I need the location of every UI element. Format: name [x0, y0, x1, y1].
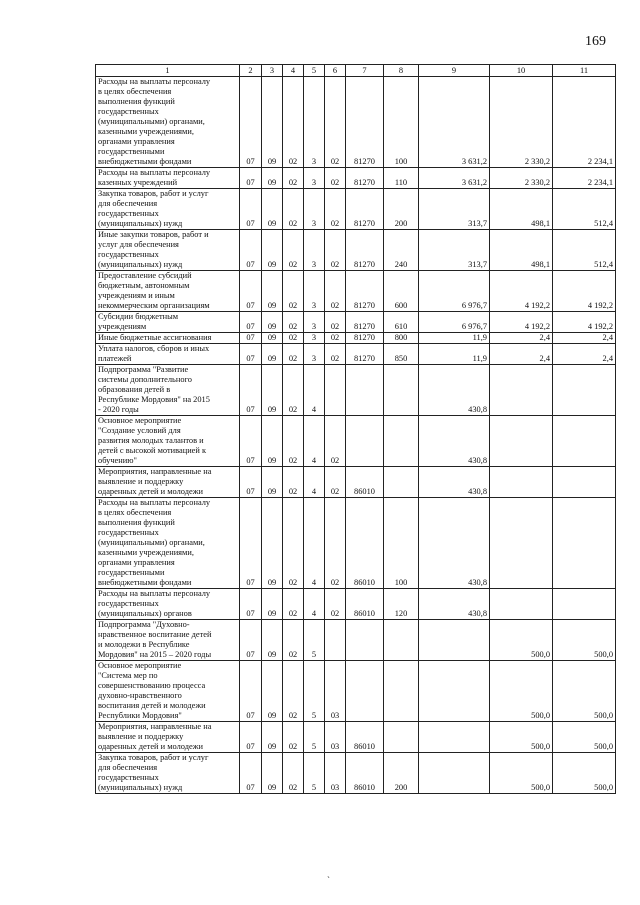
amount-cell: 500,0 [490, 661, 553, 722]
section-code-cell: 07 [240, 498, 262, 589]
direction-code-cell: 81270 [346, 230, 384, 271]
amount-cell: 6 976,7 [419, 312, 490, 333]
subsection-code-cell: 09 [262, 344, 283, 365]
section-code-cell: 07 [240, 77, 262, 168]
expense-type-cell: 800 [384, 333, 419, 344]
amount-cell: 4 192,2 [490, 271, 553, 312]
section-code-cell: 07 [240, 168, 262, 189]
expense-type-cell [384, 467, 419, 498]
amount-cell: 2 234,1 [553, 77, 616, 168]
amount-cell: 2,4 [553, 344, 616, 365]
amount-cell: 11,9 [419, 344, 490, 365]
amount-cell [490, 467, 553, 498]
expense-type-cell: 600 [384, 271, 419, 312]
row-name-cell: Предоставление субсидий бюджетным, автономным учреждениям и иным некоммерческим организациям [96, 271, 240, 312]
section-code-cell: 07 [240, 230, 262, 271]
direction-code-cell: 81270 [346, 333, 384, 344]
program-code-cell: 02 [283, 620, 304, 661]
column-header: 1 [96, 65, 240, 77]
subprogram-code-cell: 3 [304, 189, 325, 230]
amount-cell: 500,0 [490, 753, 553, 794]
subprogram-code-cell: 4 [304, 498, 325, 589]
expense-type-cell [384, 722, 419, 753]
expense-type-cell: 200 [384, 189, 419, 230]
program-code-cell: 02 [283, 271, 304, 312]
subsection-code-cell: 09 [262, 271, 283, 312]
measure-code-cell: 02 [325, 416, 346, 467]
column-header: 10 [490, 65, 553, 77]
table-row [96, 365, 616, 416]
column-header: 5 [304, 65, 325, 77]
subprogram-code-cell: 5 [304, 620, 325, 661]
measure-code-cell: 02 [325, 344, 346, 365]
expense-type-cell: 100 [384, 77, 419, 168]
amount-cell: 4 192,2 [553, 271, 616, 312]
direction-code-cell: 81270 [346, 271, 384, 312]
measure-code-cell: 02 [325, 467, 346, 498]
program-code-cell: 02 [283, 77, 304, 168]
amount-cell: 4 192,2 [490, 312, 553, 333]
amount-cell: 500,0 [553, 753, 616, 794]
amount-cell [490, 416, 553, 467]
subsection-code-cell: 09 [262, 661, 283, 722]
table-row [96, 344, 616, 365]
amount-cell: 3 631,2 [419, 77, 490, 168]
measure-code-cell: 02 [325, 498, 346, 589]
table-header-row [96, 65, 616, 77]
row-name-cell: Мероприятия, направленные на выявление и поддержку одаренных детей и молодежи [96, 467, 240, 498]
amount-cell: 500,0 [490, 722, 553, 753]
amount-cell [553, 589, 616, 620]
section-code-cell: 07 [240, 333, 262, 344]
program-code-cell: 02 [283, 312, 304, 333]
amount-cell: 2 330,2 [490, 77, 553, 168]
expense-type-cell: 610 [384, 312, 419, 333]
amount-cell [490, 498, 553, 589]
row-name-cell: Расходы на выплаты персоналу казенных учреждений [96, 168, 240, 189]
amount-cell [553, 498, 616, 589]
table-row [96, 230, 616, 271]
table-row [96, 620, 616, 661]
row-name-cell: Иные закупки товаров, работ и услуг для обеспечения государственных (муниципальных) нужд [96, 230, 240, 271]
program-code-cell: 02 [283, 189, 304, 230]
amount-cell [490, 365, 553, 416]
subsection-code-cell: 09 [262, 365, 283, 416]
table-row [96, 589, 616, 620]
expense-type-cell: 200 [384, 753, 419, 794]
amount-cell [490, 589, 553, 620]
column-header: 6 [325, 65, 346, 77]
row-name-cell: Иные бюджетные ассигнования [96, 333, 240, 344]
subsection-code-cell: 09 [262, 168, 283, 189]
amount-cell [419, 620, 490, 661]
amount-cell [553, 467, 616, 498]
page-number: 169 [585, 34, 606, 49]
table-row [96, 467, 616, 498]
program-code-cell: 02 [283, 333, 304, 344]
expense-type-cell [384, 365, 419, 416]
expense-type-cell: 850 [384, 344, 419, 365]
amount-cell: 430,8 [419, 416, 490, 467]
measure-code-cell: 03 [325, 753, 346, 794]
direction-code-cell [346, 365, 384, 416]
direction-code-cell: 86010 [346, 753, 384, 794]
expense-type-cell [384, 661, 419, 722]
subsection-code-cell: 09 [262, 312, 283, 333]
direction-code-cell: 81270 [346, 344, 384, 365]
program-code-cell: 02 [283, 344, 304, 365]
measure-code-cell: 02 [325, 189, 346, 230]
row-name-cell: Расходы на выплаты персоналу государственных (муниципальных) органов [96, 589, 240, 620]
direction-code-cell: 86010 [346, 589, 384, 620]
table-row [96, 722, 616, 753]
column-header: 11 [553, 65, 616, 77]
amount-cell: 6 976,7 [419, 271, 490, 312]
amount-cell: 2,4 [490, 333, 553, 344]
column-header: 8 [384, 65, 419, 77]
subsection-code-cell: 09 [262, 189, 283, 230]
program-code-cell: 02 [283, 467, 304, 498]
program-code-cell: 02 [283, 230, 304, 271]
section-code-cell: 07 [240, 753, 262, 794]
direction-code-cell: 86010 [346, 467, 384, 498]
amount-cell: 430,8 [419, 498, 490, 589]
column-header: 4 [283, 65, 304, 77]
amount-cell: 11,9 [419, 333, 490, 344]
row-name-cell: Основное мероприятие "Система мер по совершенствованию процесса духовно-нравственного воспитания детей и молодежи Республики Мордовия" [96, 661, 240, 722]
amount-cell [419, 722, 490, 753]
subprogram-code-cell: 3 [304, 77, 325, 168]
amount-cell: 2,4 [490, 344, 553, 365]
amount-cell: 313,7 [419, 230, 490, 271]
subsection-code-cell: 09 [262, 77, 283, 168]
section-code-cell: 07 [240, 722, 262, 753]
subprogram-code-cell: 3 [304, 168, 325, 189]
direction-code-cell [346, 620, 384, 661]
table-row [96, 312, 616, 333]
row-name-cell: Субсидии бюджетным учреждениям [96, 312, 240, 333]
measure-code-cell [325, 365, 346, 416]
row-name-cell: Расходы на выплаты персоналу в целях обеспечения выполнения функций государственных (муниципальными) органами, казенными учреждениями, органами управления государственными внебюджетными фондами [96, 77, 240, 168]
amount-cell [553, 416, 616, 467]
subprogram-code-cell: 5 [304, 722, 325, 753]
table-row [96, 77, 616, 168]
section-code-cell: 07 [240, 344, 262, 365]
expense-type-cell [384, 416, 419, 467]
amount-cell: 500,0 [553, 661, 616, 722]
direction-code-cell: 86010 [346, 498, 384, 589]
program-code-cell: 02 [283, 661, 304, 722]
amount-cell: 313,7 [419, 189, 490, 230]
column-header: 7 [346, 65, 384, 77]
subsection-code-cell: 09 [262, 498, 283, 589]
section-code-cell: 07 [240, 620, 262, 661]
measure-code-cell: 02 [325, 333, 346, 344]
subprogram-code-cell: 3 [304, 230, 325, 271]
expense-type-cell: 120 [384, 589, 419, 620]
program-code-cell: 02 [283, 168, 304, 189]
expense-type-cell: 100 [384, 498, 419, 589]
column-header: 2 [240, 65, 262, 77]
amount-cell: 500,0 [553, 722, 616, 753]
amount-cell: 430,8 [419, 467, 490, 498]
section-code-cell: 07 [240, 416, 262, 467]
subprogram-code-cell: 4 [304, 365, 325, 416]
section-code-cell: 07 [240, 312, 262, 333]
program-code-cell: 02 [283, 416, 304, 467]
subsection-code-cell: 09 [262, 333, 283, 344]
column-header: 9 [419, 65, 490, 77]
direction-code-cell [346, 416, 384, 467]
amount-cell: 2 330,2 [490, 168, 553, 189]
program-code-cell: 02 [283, 753, 304, 794]
measure-code-cell: 02 [325, 77, 346, 168]
amount-cell: 3 631,2 [419, 168, 490, 189]
expense-type-cell: 240 [384, 230, 419, 271]
subsection-code-cell: 09 [262, 722, 283, 753]
amount-cell [553, 365, 616, 416]
table-row [96, 498, 616, 589]
measure-code-cell: 03 [325, 722, 346, 753]
subprogram-code-cell: 4 [304, 416, 325, 467]
measure-code-cell: 02 [325, 168, 346, 189]
section-code-cell: 07 [240, 467, 262, 498]
row-name-cell: Уплата налогов, сборов и иных платежей [96, 344, 240, 365]
section-code-cell: 07 [240, 271, 262, 312]
program-code-cell: 02 [283, 365, 304, 416]
row-name-cell: Закупка товаров, работ и услуг для обеспечения государственных (муниципальных) нужд [96, 753, 240, 794]
section-code-cell: 07 [240, 189, 262, 230]
amount-cell: 2 234,1 [553, 168, 616, 189]
subprogram-code-cell: 5 [304, 753, 325, 794]
amount-cell: 430,8 [419, 589, 490, 620]
measure-code-cell: 02 [325, 312, 346, 333]
row-name-cell: Подпрограмма "Духовно- нравственное воспитание детей и молодежи в Республике Мордовия" на 2015 – 2020 годы [96, 620, 240, 661]
amount-cell [419, 753, 490, 794]
amount-cell [419, 661, 490, 722]
measure-code-cell [325, 620, 346, 661]
section-code-cell: 07 [240, 365, 262, 416]
program-code-cell: 02 [283, 589, 304, 620]
subsection-code-cell: 09 [262, 230, 283, 271]
subsection-code-cell: 09 [262, 467, 283, 498]
table-row [96, 168, 616, 189]
measure-code-cell: 02 [325, 271, 346, 312]
table-row [96, 416, 616, 467]
table-body [96, 77, 616, 794]
direction-code-cell: 86010 [346, 722, 384, 753]
direction-code-cell: 81270 [346, 168, 384, 189]
table-row [96, 333, 616, 344]
program-code-cell: 02 [283, 498, 304, 589]
row-name-cell: Подпрограмма "Развитие системы дополнительного образования детей в Республике Мордовия" на 2015 - 2020 годы [96, 365, 240, 416]
column-header: 3 [262, 65, 283, 77]
subsection-code-cell: 09 [262, 589, 283, 620]
subprogram-code-cell: 4 [304, 589, 325, 620]
measure-code-cell: 02 [325, 230, 346, 271]
amount-cell: 2,4 [553, 333, 616, 344]
amount-cell: 500,0 [553, 620, 616, 661]
subprogram-code-cell: 5 [304, 661, 325, 722]
direction-code-cell: 81270 [346, 77, 384, 168]
subsection-code-cell: 09 [262, 753, 283, 794]
table-row [96, 661, 616, 722]
amount-cell: 430,8 [419, 365, 490, 416]
table-row [96, 271, 616, 312]
row-name-cell: Основное мероприятие "Создание условий для развития молодых талантов и детей с высокой мотивацией к обучению" [96, 416, 240, 467]
table-row [96, 753, 616, 794]
amount-cell: 512,4 [553, 189, 616, 230]
amount-cell: 498,1 [490, 189, 553, 230]
subsection-code-cell: 09 [262, 620, 283, 661]
section-code-cell: 07 [240, 661, 262, 722]
amount-cell: 4 192,2 [553, 312, 616, 333]
direction-code-cell: 81270 [346, 312, 384, 333]
table-row [96, 189, 616, 230]
budget-table [95, 64, 616, 794]
expense-type-cell: 110 [384, 168, 419, 189]
subprogram-code-cell: 3 [304, 271, 325, 312]
amount-cell: 500,0 [490, 620, 553, 661]
program-code-cell: 02 [283, 722, 304, 753]
row-name-cell: Закупка товаров, работ и услуг для обеспечения государственных (муниципальных) нужд [96, 189, 240, 230]
page-mark: ` [327, 875, 330, 885]
row-name-cell: Мероприятия, направленные на выявление и поддержку одаренных детей и молодежи [96, 722, 240, 753]
amount-cell: 498,1 [490, 230, 553, 271]
expense-type-cell [384, 620, 419, 661]
subprogram-code-cell: 4 [304, 467, 325, 498]
amount-cell: 512,4 [553, 230, 616, 271]
direction-code-cell [346, 661, 384, 722]
subprogram-code-cell: 3 [304, 333, 325, 344]
row-name-cell: Расходы на выплаты персоналу в целях обеспечения выполнения функций государственных (муниципальными) органами, казенными учреждениями, органами управления государственными внебюджетными фондами [96, 498, 240, 589]
measure-code-cell: 03 [325, 661, 346, 722]
subprogram-code-cell: 3 [304, 344, 325, 365]
direction-code-cell: 81270 [346, 189, 384, 230]
section-code-cell: 07 [240, 589, 262, 620]
measure-code-cell: 02 [325, 589, 346, 620]
subsection-code-cell: 09 [262, 416, 283, 467]
subprogram-code-cell: 3 [304, 312, 325, 333]
